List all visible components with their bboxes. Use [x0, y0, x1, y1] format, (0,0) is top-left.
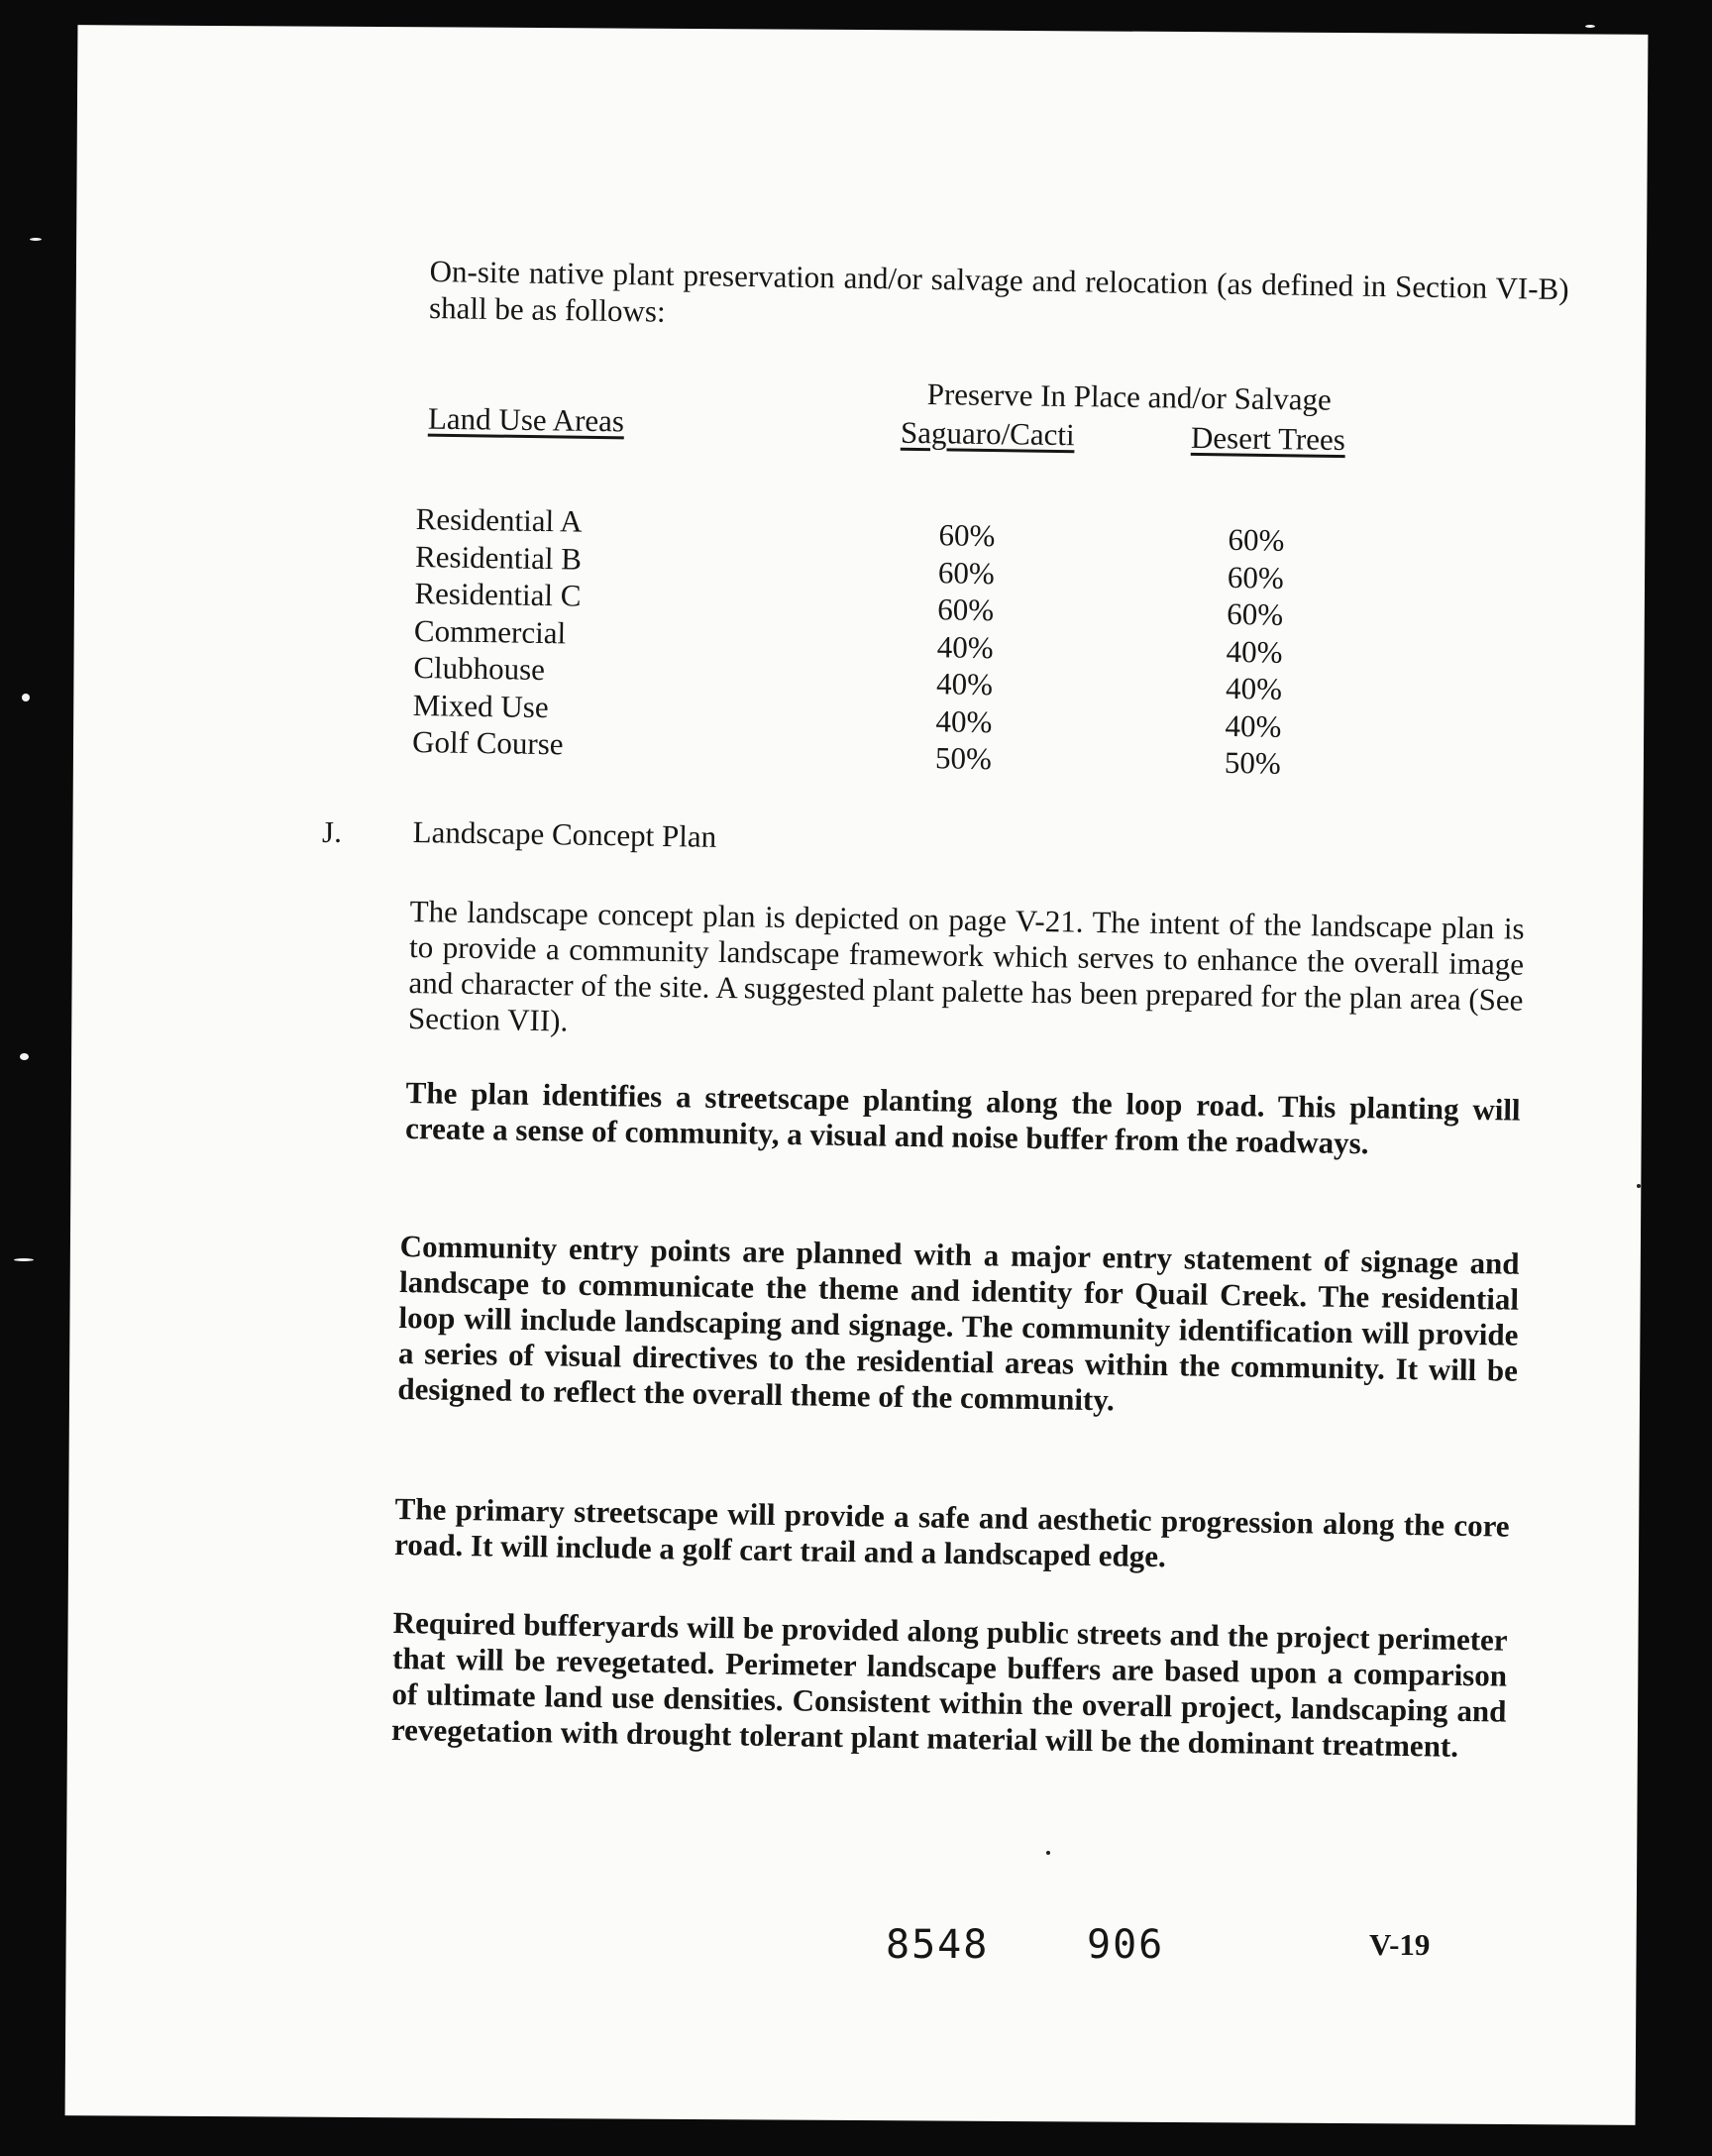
desert-trees-cell: 40%	[1225, 670, 1283, 706]
saguaro-cell: 40%	[935, 702, 993, 739]
land-use-cell: Mixed Use	[412, 687, 549, 724]
land-use-cell: Golf Course	[411, 723, 564, 762]
saguaro-cell: 50%	[934, 740, 993, 777]
desert-trees-cell: 50%	[1224, 744, 1282, 781]
footer-code-right: 906	[1087, 1922, 1165, 1968]
desert-trees-cell: 60%	[1227, 595, 1284, 632]
scan-speck	[22, 694, 30, 701]
footer-code-left: 8548	[886, 1922, 990, 1968]
page-number: V-19	[1369, 1927, 1431, 1962]
desert-trees-cell: 40%	[1225, 707, 1282, 744]
table-group-header: Preserve In Place and/or Salvage	[926, 377, 1332, 417]
land-use-cell: Commercial	[413, 612, 567, 650]
body-paragraph: The primary streetscape will provide a safe and aesthetic progression along the core road. It will include a golf cart trail and a landscaped edge.	[393, 1491, 1510, 1574]
desert-trees-cell: 40%	[1226, 633, 1283, 670]
table-body	[411, 500, 1407, 781]
column-header-desert-trees: Desert Trees	[1190, 419, 1346, 458]
scan-speck	[1585, 25, 1595, 28]
scan-speck	[30, 238, 42, 241]
saguaro-cell: 60%	[938, 517, 996, 554]
column-header-saguaro: Saguaro/Cacti	[900, 414, 1075, 453]
preservation-table	[71, 30, 1642, 783]
land-use-cell: Clubhouse	[413, 649, 546, 688]
section-title: Landscape Concept Plan	[412, 814, 717, 854]
desert-trees-cell: 60%	[1227, 559, 1284, 595]
intro-paragraph: On-site native plant preservation and/or salvage and relocation (as defined in Section VI-B) shall be as follows:	[428, 253, 1569, 329]
section-number: J.	[322, 814, 342, 849]
desert-trees-cell: 60%	[1228, 521, 1285, 558]
saguaro-cell: 40%	[935, 666, 994, 702]
land-use-cell: Residential C	[414, 575, 582, 613]
saguaro-cell: 60%	[937, 554, 996, 591]
scan-speck	[14, 1258, 34, 1261]
land-use-cell: Residential A	[415, 500, 583, 539]
body-paragraph: Community entry points are planned with a major entry statement of signage and landscape to communicate the theme and identity for Quail Creek. The residential loop will include landscaping and signage. The community identification will provide a series of visual directives to the residential areas within the community. It will be designed to reflect the overall theme of the community.	[397, 1229, 1520, 1418]
scan-speck	[20, 1053, 29, 1060]
land-use-cell: Residential B	[414, 538, 583, 577]
document	[71, 30, 1642, 2120]
body-paragraph: The landscape concept plan is depicted on page V-21. The intent of the landscape plan is to provide a community landscape framework which serves to enhance the overall image and character of the site. A suggested plant palette has been prepared for the plan area (See Section VII).	[407, 894, 1525, 1038]
saguaro-cell: 40%	[936, 628, 994, 665]
body-paragraph: The plan identifies a streetscape planting along the loop road. This planting will create a sense of community, a visual and noise buffer from the roadways.	[404, 1075, 1521, 1161]
body-paragraph: Required bufferyards will be provided along public streets and the project perimeter that will be revegetated. Perimeter landscape buffers are based upon a comparison of ultimate land use densities. Consistent within the overall project, landscaping and revegetation with drought tolerant plant material will be the dominant treatment.	[390, 1605, 1508, 1764]
saguaro-cell: 60%	[937, 592, 995, 628]
column-header-land-use: Land Use Areas	[427, 400, 625, 439]
